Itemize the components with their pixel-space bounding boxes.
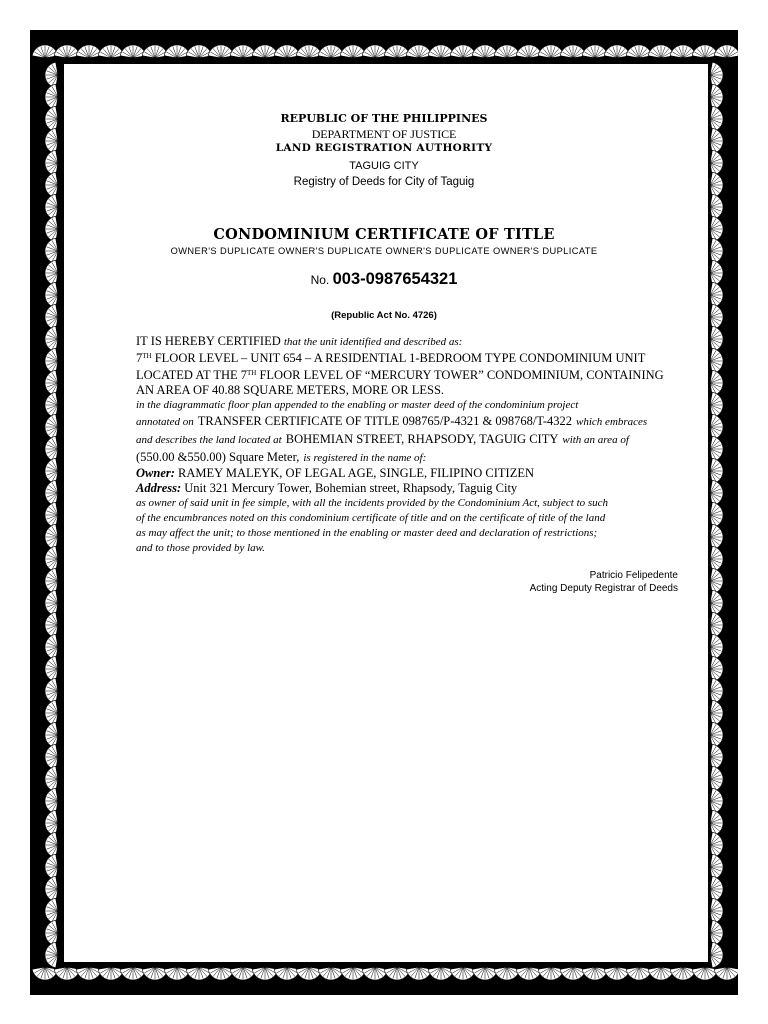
land-area: (550.00 &550.00) Square Meter, — [136, 450, 300, 464]
number-value: 003-0987654321 — [332, 270, 458, 288]
unit-description — [136, 334, 676, 556]
land-location: BOHEMIAN STREET, RHAPSODY, TAGUIG CITY — [285, 432, 559, 446]
closing-line-2: of the encumbrances noted on this condominium certificate of title and on the certificate of title of the land — [136, 512, 606, 524]
address-value: Unit 321 Mercury Tower, Bohemian street, Rhapsody, Taguig City — [184, 481, 518, 495]
unit-line-1-b: FLOOR LEVEL – UNIT 654 – A RESIDENTIAL 1-BEDROOM TYPE CONDOMINIUM UNIT — [151, 351, 646, 365]
certified-italic: that the unit identified and described as: — [283, 336, 463, 348]
plan-italic-4: and describes the land located at — [136, 434, 282, 446]
plan-line-3 — [136, 430, 676, 448]
signatory-position: Acting Deputy Registrar of Deeds — [529, 583, 678, 594]
plan-line-2 — [136, 412, 676, 430]
unit-line-2-a: LOCATED AT THE 7 — [136, 368, 247, 382]
plan-line-1: in the diagrammatic floor plan appended to the enabling or master deed of the condominium project — [136, 399, 579, 411]
closing-line-4: and to those provided by law. — [136, 542, 265, 554]
registered-italic: is registered in the name of: — [303, 452, 427, 464]
header-registry: Registry of Deeds for City of Taguig — [293, 176, 475, 188]
plan-italic-2: annotated on — [136, 416, 194, 428]
header-department: DEPARTMENT OF JUSTICE — [311, 127, 457, 141]
unit-line-1 — [136, 349, 676, 366]
republic-act: (Republic Act No. 4726) — [331, 310, 437, 321]
certificate-title: CONDOMINIUM CERTIFICATE OF TITLE — [213, 226, 555, 243]
unit-line-2 — [136, 366, 676, 383]
signatory-name: Patricio Felipedente — [589, 570, 678, 581]
owner-line — [136, 466, 676, 481]
number-prefix: No. — [310, 273, 330, 287]
owners-duplicate-line: OWNER'S DUPLICATE OWNER'S DUPLICATE OWNER'S DUPLICATE OWNER'S DUPLICATE — [170, 246, 598, 256]
unit-line-1-a: 7 — [136, 351, 143, 365]
closing-line-3: as may affect the unit; to those mentioned in the enabling or master deed and declaration of restrictions; — [136, 527, 598, 539]
owner-label: Owner: — [136, 466, 175, 480]
certificate-number — [0, 270, 768, 289]
closing-line-1: as owner of said unit in fee simple, with all the incidents provided by the Condominium Act, subject to such — [136, 497, 609, 509]
header-republic: REPUBLIC OF THE PHILIPPINES — [280, 112, 488, 125]
header-authority: LAND REGISTRATION AUTHORITY — [275, 142, 493, 154]
header-city: TAGUIG CITY — [349, 160, 419, 172]
unit-line-3: AN AREA OF 40.88 SQUARE METERS, MORE OR LESS. — [136, 383, 445, 397]
certified-caps: IT IS HEREBY CERTIFIED — [136, 334, 281, 348]
unit-line-2-b: FLOOR LEVEL OF “MERCURY TOWER” CONDOMINIUM, CONTAINING — [256, 368, 664, 382]
tct-reference: TRANSFER CERTIFICATE OF TITLE 098765/P-4321 & 098768/T-4322 — [197, 414, 573, 428]
address-label: Address: — [136, 481, 182, 495]
unit-line-1-sup: TH — [142, 352, 152, 360]
unit-line-2-sup: TH — [247, 369, 257, 377]
owner-value: RAMEY MALEYK, OF LEGAL AGE, SINGLE, FILIPINO CITIZEN — [178, 466, 535, 480]
address-line — [136, 481, 676, 496]
plan-italic-3: which embraces — [576, 416, 648, 428]
plan-italic-5: with an area of — [562, 434, 629, 446]
area-line — [136, 448, 676, 466]
certified-line — [136, 334, 676, 349]
